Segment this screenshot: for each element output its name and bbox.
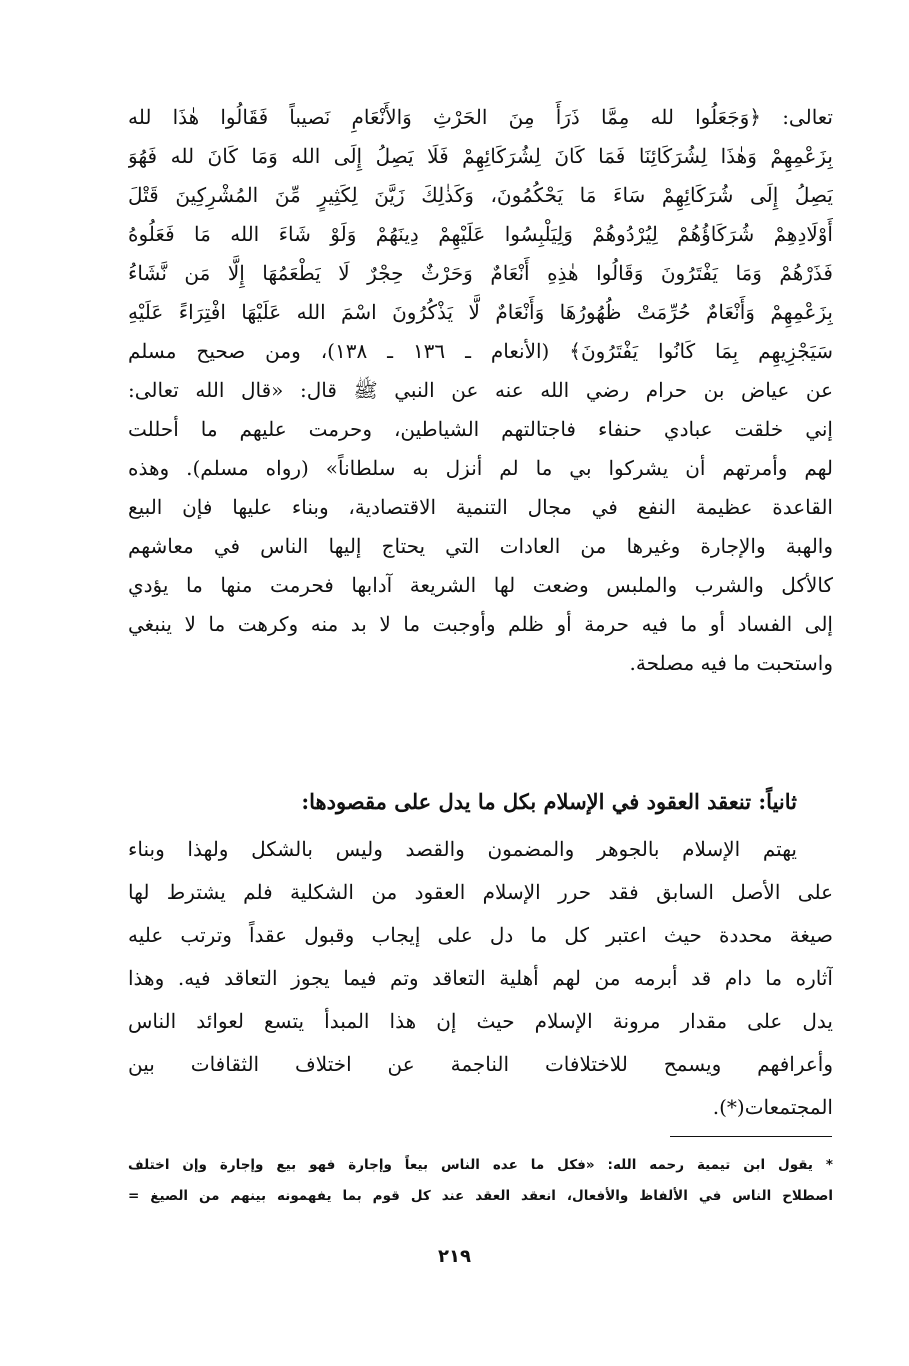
- text-line: صيغة محددة حيث اعتبر كل ما دل على إيجاب وقبول عقداً وترتب عليه: [128, 923, 833, 947]
- section-heading: ثانياً: تنعقد العقود في الإسلام بكل ما يدل على مقصودها:: [301, 789, 797, 814]
- text-line: على الأصل السابق فقد حرر الإسلام العقود من الشكلية فلم يشترط لها: [128, 880, 833, 904]
- text-line: بِزَعْمِهِمْ وَأَنْعَامٌ حُرِّمَتْ ظُهُورُهَا وَأَنْعَامٌ لَّا يَذْكُرُونَ اسْمَ الله عَلَيْهَا افْتِرَاءً عَلَيْهِ: [128, 300, 833, 324]
- text-line: آثاره ما دام قد أبرمه من لهم أهلية التعاقد وتم فيما يجوز التعاقد فيه. وهذا: [128, 966, 833, 990]
- text-line: عن عياض بن حرام رضي الله عنه عن النبي ﷺ قال: «قال الله تعالى:: [128, 378, 833, 402]
- page-number: ٢١٩: [438, 1246, 471, 1267]
- text-line: سَيَجْزِيهِم بِمَا كَانُوا يَفْتَرُونَ﴾ (الأنعام ـ ١٣٦ ـ ١٣٨)، ومن صحيح مسلم: [128, 339, 833, 363]
- section-text-block: [128, 828, 833, 1129]
- text-line: المجتمعات(*).: [712, 1095, 833, 1119]
- footnote-divider: [670, 1136, 832, 1137]
- footnote-line: اصطلاح الناس في الألفاظ والأفعال، انعقد العقد عند كل قوم بما يفهمونه بينهم من الصيغ =: [128, 1188, 833, 1204]
- text-line: يهتم الإسلام بالجوهر والمضمون والقصد وليس بالشكل ولهذا وبناء: [128, 837, 797, 861]
- text-line: يدل على مقدار مرونة الإسلام حيث إن هذا المبدأ يتسع لعوائد الناس: [128, 1009, 833, 1033]
- text-line: واستحبت ما فيه مصلحة.: [629, 651, 833, 675]
- footnote-line: * يقول ابن تيمية رحمه الله: «فكل ما عده الناس بيعاً وإجارة فهو بيع وإجارة وإن اختلف: [128, 1157, 833, 1173]
- text-line: فَذَرْهُمْ وَمَا يَفْتَرُونَ وَقَالُوا هٰذِهِ أَنْعَامٌ وَحَرْثٌ حِجْرٌ لَا يَطْعَمُهَا إِلَّا مَن نَّشَاءُ: [128, 261, 833, 285]
- footnote: [128, 1150, 833, 1212]
- text-line: لهم وأمرتهم أن يشركوا بي ما لم أنزل به سلطاناً» (رواه مسلم). وهذه: [128, 456, 833, 480]
- text-line: كالأكل والشرب والملبس وضعت لها الشريعة آدابها فحرمت منها ما يؤدي: [128, 573, 833, 597]
- text-line: يَصِلُ إِلَى شُرَكَائِهِمْ سَاءَ مَا يَحْكُمُونَ، وَكَذٰلِكَ زَيَّنَ لِكَثِيرٍ مِّنَ المُشْرِكِينَ قَتْلَ: [128, 183, 833, 207]
- text-line: وأعرافهم ويسمح للاختلافات الناجمة عن اختلاف الثقافات بين: [128, 1052, 833, 1076]
- main-text-block: [128, 98, 833, 683]
- text-line: بِزَعْمِهِمْ وَهٰذَا لِشُرَكَائِنَا فَمَا كَانَ لِشُرَكَائِهِمْ فَلَا يَصِلُ إِلَى الله وَمَا كَانَ لله فَهُوَ: [128, 144, 833, 168]
- text-line: تعالى: ﴿وَجَعَلُوا لله مِمَّا ذَرَأَ مِنَ الحَرْثِ وَالأَنْعَامِ نَصيباً فَقَالُوا هٰذَا لله: [128, 105, 833, 129]
- text-line: إلى الفساد أو ما فيه حرمة أو ظلم وأوجبت ما لا بد منه وكرهت ما لا ينبغي: [128, 612, 833, 636]
- text-line: إني خلقت عبادي حنفاء فاجتالتهم الشياطين، وحرمت عليهم ما أحللت: [128, 417, 833, 441]
- text-line: القاعدة عظيمة النفع في مجال التنمية الاقتصادية، وبناء عليها فإن البيع: [128, 495, 833, 519]
- text-line: والهبة والإجارة وغيرها من العادات التي يحتاج إليها الناس في معاشهم: [128, 534, 833, 558]
- text-line: أَوْلَادِهِمْ شُرَكَاؤُهُمْ لِيُرْدُوهُمْ وَلِيَلْبِسُوا عَلَيْهِمْ دِينَهُمْ وَلَوْ شَاءَ الله مَا فَعَلُوهُ: [128, 222, 833, 246]
